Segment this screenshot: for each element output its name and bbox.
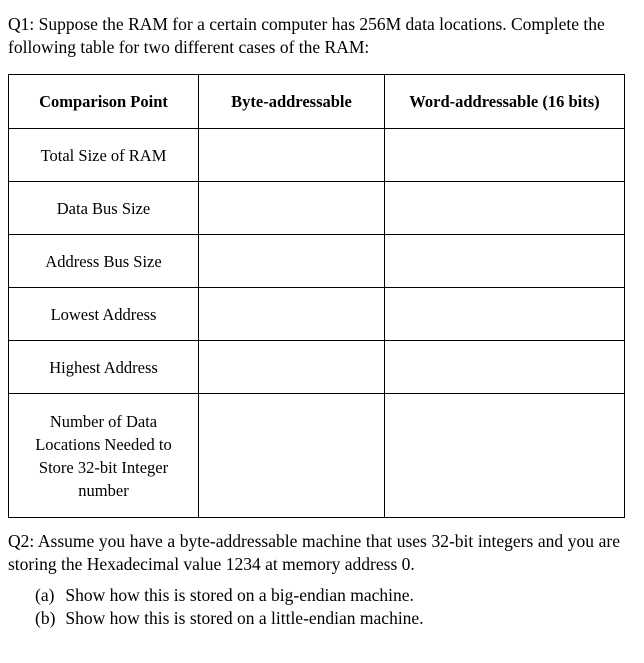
row-label: Lowest Address [50, 304, 157, 324]
header-comparison-point: Comparison Point [9, 75, 199, 129]
part-a-text: Show how this is stored on a big-endian machine. [65, 585, 414, 605]
table-row [9, 288, 625, 341]
part-a-marker: (a) [35, 585, 55, 605]
table-row [9, 235, 625, 288]
row-label-cell [9, 394, 199, 518]
word-addressable-answer-cell[interactable] [385, 182, 625, 235]
part-b-text: Show how this is stored on a little-endian machine. [65, 608, 424, 628]
byte-addressable-answer-cell[interactable] [199, 182, 385, 235]
question-2-part-a [35, 584, 414, 607]
row-label-cell [9, 182, 199, 235]
byte-addressable-answer-cell[interactable] [199, 129, 385, 182]
table-row [9, 341, 625, 394]
row-label: Number of Data Locations Needed to Store 32-bit Integer number [35, 411, 172, 500]
row-label: Address Bus Size [45, 251, 162, 271]
byte-addressable-answer-cell[interactable] [199, 341, 385, 394]
table-header-row [9, 75, 625, 129]
word-addressable-answer-cell[interactable] [385, 129, 625, 182]
row-label-cell [9, 129, 199, 182]
word-addressable-answer-cell[interactable] [385, 394, 625, 518]
row-label: Data Bus Size [56, 198, 151, 218]
byte-addressable-answer-cell[interactable] [199, 394, 385, 518]
question-2-text: Q2: Assume you have a byte-addressable machine that uses 32-bit integers and you are storing the Hexadecimal value 1234 at memory address 0. [8, 531, 620, 574]
row-label-cell [9, 341, 199, 394]
byte-addressable-answer-cell[interactable] [199, 235, 385, 288]
table-row [9, 129, 625, 182]
part-b-marker: (b) [35, 608, 56, 628]
word-addressable-answer-cell[interactable] [385, 341, 625, 394]
header-byte-addressable: Byte-addressable [199, 75, 385, 129]
word-addressable-answer-cell[interactable] [385, 288, 625, 341]
ram-comparison-table [8, 74, 625, 518]
question-1-text: Q1: Suppose the RAM for a certain computer has 256M data locations. Complete the following table for two different cases of the RAM: [8, 14, 605, 57]
byte-addressable-answer-cell[interactable] [199, 288, 385, 341]
row-label-cell [9, 288, 199, 341]
table-row [9, 394, 625, 518]
row-label: Total Size of RAM [40, 145, 167, 165]
header-word-addressable: Word-addressable (16 bits) [385, 75, 625, 129]
row-label: Highest Address [49, 357, 158, 377]
question-2-part-b [35, 607, 424, 630]
table-row [9, 182, 625, 235]
word-addressable-answer-cell[interactable] [385, 235, 625, 288]
row-label-cell [9, 235, 199, 288]
